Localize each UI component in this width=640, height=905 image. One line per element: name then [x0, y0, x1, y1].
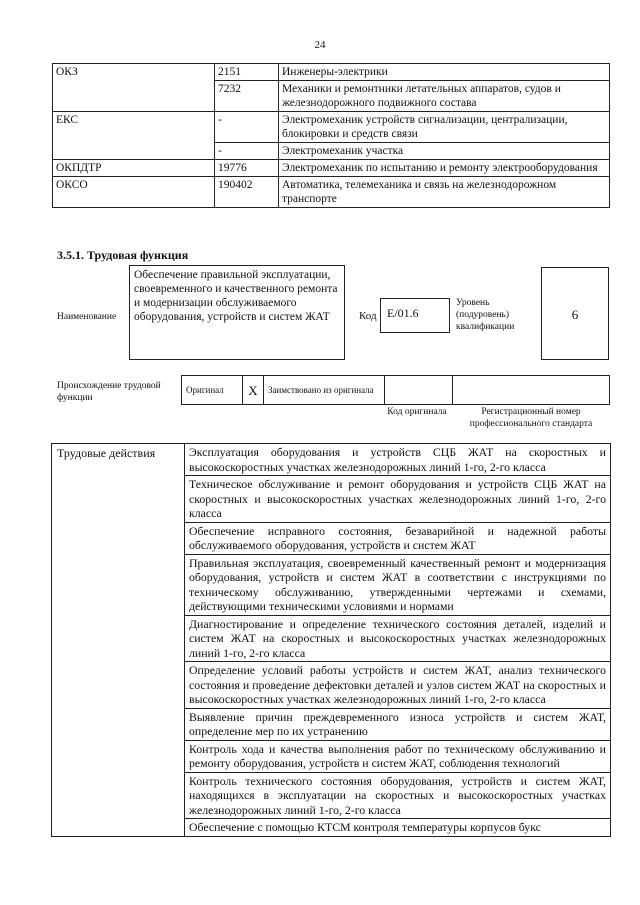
- action-item: Обеспечение с помощью КТСМ контроля температуры корпусов букс: [185, 819, 611, 837]
- name-label: Наименование: [57, 312, 117, 322]
- classifier-title: Инженеры-электрики: [279, 64, 610, 81]
- action-item: Диагностирование и определение технического состояния деталей, изделий и систем ЖАТ на скоростных и высокоскоростных участках железнодорожных линий 1-го, 2-го класса: [185, 615, 611, 662]
- action-item: Правильная эксплуатация, своевременный качественный ремонт и модернизация оборудования, устройств и систем ЖАТ в соответствии с инструкциями по техническому обслуживанию, утвержденными чертежами и схемами, действующими техническими условиями и нормами: [185, 554, 611, 615]
- table-row: [182, 376, 610, 405]
- registration-number-cell: [453, 376, 610, 405]
- qualification-level: 6: [541, 267, 609, 360]
- classifier-number: 7232: [215, 81, 279, 112]
- classifier-number: -: [215, 143, 279, 160]
- origin-table: [181, 375, 610, 405]
- classifier-title: Электромеханик устройств сигнализации, централизации, блокировки и средств связи: [279, 112, 610, 143]
- classifier-title: Электромеханик участка: [279, 143, 610, 160]
- borrowed-label: Заимствовано из оригинала: [264, 376, 385, 405]
- classifier-title: Механики и ремонтники летательных аппаратов, судов и железнодорожного подвижного состава: [279, 81, 610, 112]
- action-item: Выявление причин преждевременного износа устройств и систем ЖАТ, определение мер по их устранению: [185, 708, 611, 740]
- original-code-cell: [385, 376, 453, 405]
- classifier-number: 2151: [215, 64, 279, 81]
- table-row: [52, 444, 611, 476]
- original-mark: X: [243, 376, 264, 405]
- table-row: [53, 112, 610, 143]
- table-row: [53, 177, 610, 208]
- work-actions-table: [51, 443, 611, 837]
- action-item: Техническое обслуживание и ремонт оборудования и устройств СЦБ ЖАТ на скоростных и высокоскоростных участках железнодорожных линий 1-го, 2-го класса: [185, 476, 611, 523]
- function-code: Е/01.6: [380, 298, 450, 333]
- code-caption: Код оригинала: [387, 407, 447, 417]
- code-label: Код: [359, 310, 377, 322]
- level-label: Уровень (подуровень) квалификации: [456, 298, 515, 332]
- classifier-number: 190402: [215, 177, 279, 208]
- function-name: Обеспечение правильной эксплуатации, своевременного и качественного ремонта и модернизации обслуживаемого оборудования, устройств и систем ЖАТ: [129, 265, 345, 360]
- registration-caption: Регистрационный номер профессионального стандарта: [469, 407, 593, 429]
- original-label: Оригинал: [182, 376, 243, 405]
- action-item: Определение условий работы устройств и систем ЖАТ, анализ технического состояния и проведение дефектовки деталей и узлов систем ЖАТ на скоростных и высокоскоростных участках железнодорожных линий 1-го, 2-го класса: [185, 662, 611, 709]
- classifier-number: 19776: [215, 160, 279, 177]
- page-number: 24: [314, 39, 326, 51]
- classifier-code: ОКПДТР: [53, 160, 215, 177]
- action-item: Эксплуатация оборудования и устройств СЦБ ЖАТ на скоростных и высокоскоростных участках железнодорожных линий 1-го, 2-го класса: [185, 444, 611, 476]
- classifier-title: Автоматика, телемеханика и связь на железнодорожном транспорте: [279, 177, 610, 208]
- category-label: Трудовые действия: [52, 444, 185, 837]
- action-item: Контроль технического состояния оборудования, устройств и систем ЖАТ, находящихся в эксплуатации на скоростных и высокоскоростных участках железнодорожных линий 1-го, 2-го класса: [185, 772, 611, 819]
- classifier-code: ОКЗ: [53, 64, 215, 112]
- action-item: Контроль хода и качества выполнения работ по техническому обслуживанию и ремонту оборудования, устройств и систем ЖАТ, соблюдения технологий: [185, 740, 611, 772]
- action-item: Обеспечение исправного состояния, безаварийной и надежной работы обслуживаемого оборудования, устройств и систем ЖАТ: [185, 522, 611, 554]
- classifier-title: Электромеханик по испытанию и ремонту электрооборудования: [279, 160, 610, 177]
- table-row: [53, 160, 610, 177]
- section-title: 3.5.1. Трудовая функция: [57, 248, 189, 262]
- classifier-code: ОКСО: [53, 177, 215, 208]
- origin-label: Происхождение трудовой функции: [57, 381, 161, 403]
- table-row: [53, 64, 610, 81]
- classifier-code: ЕКС: [53, 112, 215, 160]
- classification-table: [52, 63, 610, 208]
- classifier-number: -: [215, 112, 279, 143]
